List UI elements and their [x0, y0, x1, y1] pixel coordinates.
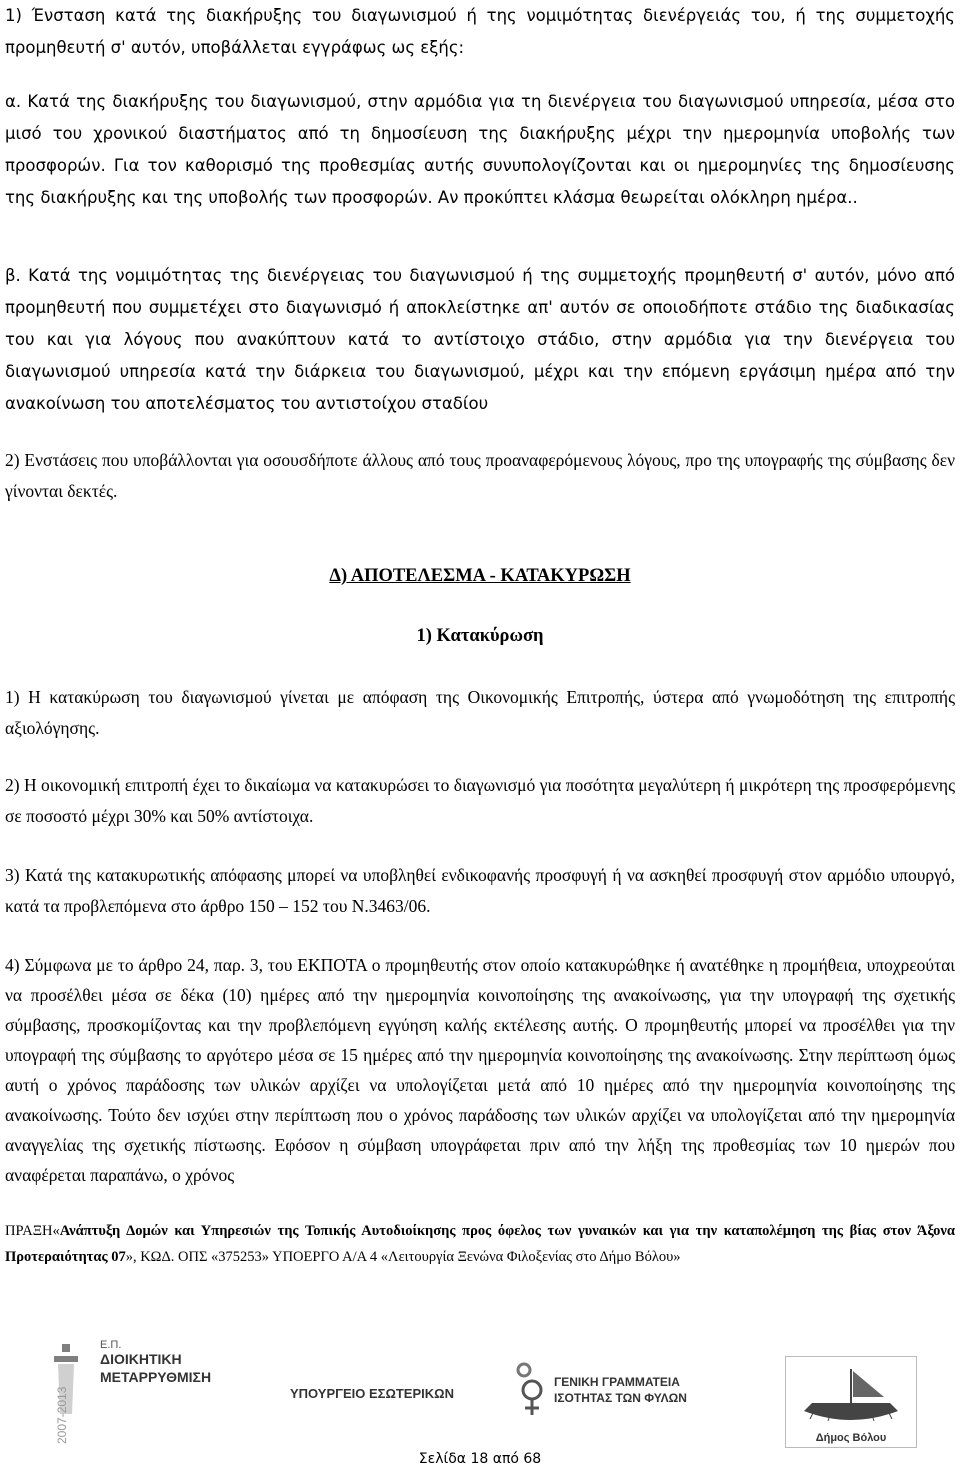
section-subheading: 1) Κατακύρωση: [416, 626, 544, 646]
objection-2-paragraph: 2) Ενστάσεις που υποβάλλονται για οσουσδήποτε άλλους από τους προαναφερόμενους λόγους, προ της υπογραφής της σύμβασης δεν γίνονται δεκτές.: [5, 450, 955, 501]
logo3-line1: ΓΕΝΙΚΗ ΓΡΑΜΜΑΤΕΙΑ: [554, 1375, 680, 1389]
section-heading: Δ) ΑΠΟΤΕΛΕΣΜΑ - ΚΑΤΑΚΥΡΩΣΗ: [329, 566, 631, 586]
logo1-years: 2007-2013: [55, 1386, 69, 1444]
footer-bold: Ανάπτυξη Δομών και Υπηρεσιών της Τοπικής Αυτοδιοίκησης προς όφελος των γυναικών και για την καταπολέμηση της βίας στον Άξονα Προτεραιότητας 07: [5, 1223, 955, 1265]
footer-note: [5, 1218, 955, 1270]
municipality-of-volos-logo: [785, 1356, 917, 1448]
logos-strip: [40, 1334, 920, 1446]
logo4-text: Δήμος Βόλου: [815, 1432, 887, 1444]
award-2-paragraph: 2) Η οικονομική επιτροπή έχει το δικαίωμα να κατακυρώσει το διαγωνισμό για ποσότητα μεγαλύτερη ή μικρότερη της προσφερόμενης σε ποσοστό μέχρι 30% και 50% αντίστοιχα.: [5, 775, 955, 826]
ministry-of-interior-logo: [290, 1372, 490, 1412]
award-4-paragraph: 4) Σύμφωνα με το άρθρο 24, παρ. 3, του ΕΚΠΟΤΑ ο προμηθευτής στον οποίο κατακυρώθηκε ή ανατέθηκε η προμήθεια, υποχρεούται να προσέλθει μέσα σε δέκα (10) ημέρες από την ημερομηνία κοινοποίησης της ανακοίνωσης, για την υπογραφή της σχετικής σύμβασης, προσκομίζοντας και την προβλεπόμενη εγγύηση καλής εκτέλεσης αυτής. Ο προμηθευτής μπορεί να προσέλθει για την υπογραφή της σύμβασης το αργότερο μέσα σε 15 ημέρες από την ημερομηνία κοινοποίησης της ανακοίνωσης. Στην περίπτωση όμως αυτή ο χρόνος παράδοσης των υλικών αρχίζει να υπολογίζεται μετά από 10 ημέρες από την ημερομηνία κοινοποίησης της ανακοίνωσης. Τούτο δεν ισχύει στην περίπτωση που ο χρόνος παράδοσης των υλικών αρχίζει να υπολογίζεται από την ημερομηνία αναγγελίας της σχετικής πίστωσης. Εφόσον η σύμβαση υπογράφεται πριν από την λήξη της προθεσμίας των 10 ημερών που αναφέρεται παραπάνω, ο χρόνος: [5, 955, 955, 1185]
footer-suffix: », ΚΩΔ. ΟΠΣ «375253» ΥΠΟΕΡΓΟ Α/Α 4 «Λειτουργία Ξενώνα Φιλοξενίας στο Δήμο Βόλου»: [125, 1249, 681, 1265]
logo1-line3: ΜΕΤΑΡΡΥΘΜΙΣΗ: [100, 1369, 212, 1385]
gender-equality-logo: [510, 1360, 700, 1420]
objection-b-paragraph: β. Κατά της νομιμότητας της διενέργειας του διαγωνισμού ή της συμμετοχής προμηθευτή σ' αυτόν, μόνο από προμηθευτή που συμμετέχει στο διαγωνισμό ή αποκλείστηκε απ' αυτόν σε οποιοδήποτε στάδιο της διαδικασίας του και για λόγους που ανακύπτουν κατά το αντίστοιχο στάδιο, στην αρμόδια για την διενέργεια του διαγωνισμού υπηρεσία κατά την διάρκεια του διαγωνισμού, μέχρι και την επόμενη εργάσιμη ημέρα από την ανακοίνωση του αποτελέσματος του αντιστοίχου σταδίου: [5, 266, 955, 413]
footer-prefix: ΠΡΑΞΗ«: [5, 1223, 60, 1239]
objection-a-paragraph: α. Κατά της διακήρυξης του διαγωνισμού, στην αρμόδια για τη διενέργεια του διαγωνισμού υπηρεσία, μέσα στο μισό του χρονικού διαστήματος από τη δημοσίευση της διακήρυξης μέχρι την ημερομηνία υποβολής των προσφορών. Για τον καθορισμό της προθεσμίας αυτής συνυπολογίζονται και οι ημερομηνίες της δημοσίευσης της διακήρυξης και της υποβολής των προσφορών. Αν προκύπτει κλάσμα θεωρείται ολόκληρη ημέρα..: [5, 92, 955, 207]
objection-intro-paragraph: 1) Ένσταση κατά της διακήρυξης του διαγωνισμού ή της νομιμότητας διενέργειάς του, ή της συμμετοχής προμηθευτή σ' αυτόν, υποβάλλεται εγγράφως ως εξής:: [5, 6, 955, 57]
logo1-line2: ΔΙΟΙΚΗΤΙΚΗ: [100, 1351, 182, 1367]
logo1-line1: Ε.Π.: [100, 1339, 122, 1351]
award-1-paragraph: 1) Η κατακύρωση του διαγωνισμού γίνεται με απόφαση της Οικονομικής Επιτροπής, ύστερα από γνωμοδότηση της επιτροπής αξιολόγησης.: [5, 687, 955, 738]
page-number: Σελίδα 18 από 68: [418, 1451, 542, 1467]
logo2-text: ΥΠΟΥΡΓΕΙΟ ΕΣΩΤΕΡΙΚΩΝ: [290, 1386, 454, 1401]
award-3-paragraph: 3) Κατά της κατακυρωτικής απόφασης μπορεί να υποβληθεί ενδικοφανής προσφυγή ή να ασκηθεί προσφυγή στον αρμόδιο υπουργό, κατά τα προβλεπόμενα στο άρθρο 150 – 152 του Ν.3463/06.: [5, 865, 955, 916]
logo3-line2: ΙΣΟΤΗΤΑΣ ΤΩΝ ΦΥΛΩΝ: [554, 1391, 687, 1405]
administrative-reform-logo: [40, 1334, 240, 1446]
